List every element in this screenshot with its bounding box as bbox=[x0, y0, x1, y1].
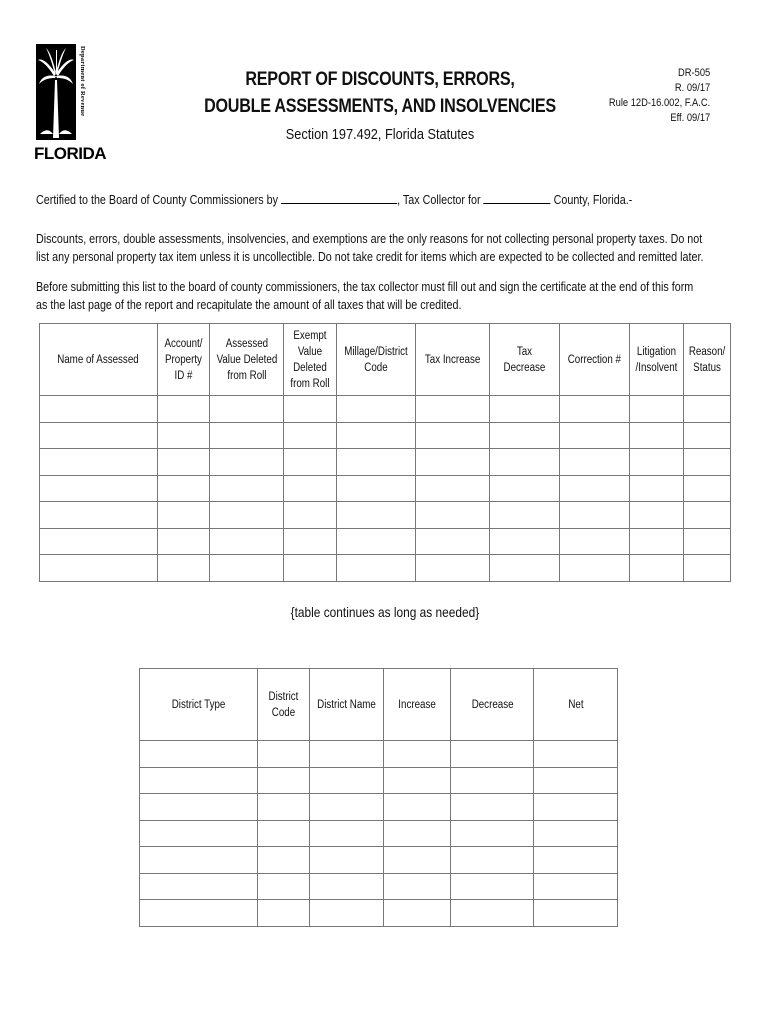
column-header-label: Millage/District Code bbox=[344, 345, 409, 374]
table-row bbox=[40, 475, 731, 502]
table-cell[interactable] bbox=[560, 528, 630, 555]
table-cell[interactable] bbox=[451, 767, 534, 794]
column-header-label: Name of Assessed bbox=[57, 353, 140, 366]
table-row bbox=[140, 767, 618, 794]
table-cell[interactable] bbox=[629, 475, 683, 502]
table-cell[interactable] bbox=[309, 794, 384, 821]
florida-dor-logo bbox=[34, 44, 107, 163]
county-name-field[interactable] bbox=[484, 193, 551, 204]
certified-text-2: , Tax Collector for bbox=[397, 193, 481, 207]
table-row bbox=[40, 555, 731, 582]
table-cell[interactable] bbox=[284, 555, 337, 582]
table-cell[interactable] bbox=[534, 741, 618, 768]
table-cell[interactable] bbox=[140, 767, 258, 794]
table-cell[interactable] bbox=[157, 449, 209, 476]
table-row bbox=[140, 873, 618, 900]
table-cell[interactable] bbox=[140, 794, 258, 821]
table-cell[interactable] bbox=[451, 820, 534, 847]
table-cell[interactable] bbox=[384, 741, 451, 768]
table-cell[interactable] bbox=[140, 900, 258, 927]
table-cell[interactable] bbox=[257, 847, 309, 874]
table-cell[interactable] bbox=[490, 528, 560, 555]
table-cell[interactable] bbox=[40, 449, 158, 476]
table-cell[interactable] bbox=[309, 847, 384, 874]
table-cell[interactable] bbox=[284, 528, 337, 555]
instructions-paragraph-1: Discounts, errors, double assessments, insolvencies, and exemptions are the only reasons for not collecting personal property taxes. Do not list any personal property tax item unless it is uncollectible. Do not take credit for items which are expected to be collected and remitted later. bbox=[36, 232, 704, 264]
table-cell[interactable] bbox=[534, 900, 618, 927]
table-cell[interactable] bbox=[209, 555, 284, 582]
table-cell[interactable] bbox=[451, 847, 534, 874]
table-cell[interactable] bbox=[416, 528, 490, 555]
table-cell[interactable] bbox=[384, 767, 451, 794]
table-cell[interactable] bbox=[337, 555, 416, 582]
table-cell[interactable] bbox=[157, 422, 209, 449]
table-cell[interactable] bbox=[157, 528, 209, 555]
column-header bbox=[337, 324, 416, 396]
column-header-label: Correction # bbox=[567, 353, 622, 366]
column-header bbox=[309, 669, 384, 741]
table-cell[interactable] bbox=[534, 847, 618, 874]
column-header bbox=[384, 669, 451, 741]
table-cell[interactable] bbox=[683, 449, 730, 476]
table-cell[interactable] bbox=[309, 741, 384, 768]
column-header bbox=[629, 324, 683, 396]
column-header bbox=[157, 324, 209, 396]
table-cell[interactable] bbox=[683, 528, 730, 555]
table-cell[interactable] bbox=[560, 475, 630, 502]
table-cell[interactable] bbox=[490, 396, 560, 423]
table-cell[interactable] bbox=[384, 900, 451, 927]
table-cell[interactable] bbox=[309, 767, 384, 794]
table-cell[interactable] bbox=[629, 422, 683, 449]
table-cell[interactable] bbox=[416, 475, 490, 502]
column-header-label: Assessed Value Deleted from Roll bbox=[216, 337, 277, 382]
table-cell[interactable] bbox=[40, 475, 158, 502]
table-cell[interactable] bbox=[157, 396, 209, 423]
table-cell[interactable] bbox=[490, 449, 560, 476]
column-header-label: District Code bbox=[268, 690, 299, 719]
table-cell[interactable] bbox=[257, 820, 309, 847]
form-title bbox=[160, 66, 600, 120]
column-header-label: Tax Increase bbox=[425, 353, 481, 366]
commissioners-name-field[interactable] bbox=[281, 193, 397, 204]
table-cell[interactable] bbox=[683, 422, 730, 449]
table-cell[interactable] bbox=[384, 794, 451, 821]
table-cell[interactable] bbox=[309, 873, 384, 900]
table-cell[interactable] bbox=[629, 396, 683, 423]
table-cell[interactable] bbox=[40, 396, 158, 423]
table-cell[interactable] bbox=[629, 555, 683, 582]
table-row bbox=[40, 502, 731, 529]
column-header-label: Account/ Property ID # bbox=[164, 337, 203, 382]
table-header-row bbox=[140, 669, 618, 741]
table-cell[interactable] bbox=[683, 555, 730, 582]
table-cell[interactable] bbox=[257, 794, 309, 821]
column-header bbox=[416, 324, 490, 396]
table-cell[interactable] bbox=[309, 900, 384, 927]
column-header bbox=[284, 324, 337, 396]
table-cell[interactable] bbox=[560, 502, 630, 529]
table-cell[interactable] bbox=[683, 502, 730, 529]
table-cell[interactable] bbox=[451, 900, 534, 927]
table-continues-note: {table continues as long as needed} bbox=[290, 604, 480, 620]
table-cell[interactable] bbox=[416, 502, 490, 529]
column-header bbox=[209, 324, 284, 396]
table-cell[interactable] bbox=[209, 528, 284, 555]
table-cell[interactable] bbox=[284, 449, 337, 476]
table-cell[interactable] bbox=[337, 449, 416, 476]
table-cell[interactable] bbox=[40, 422, 158, 449]
table-cell[interactable] bbox=[416, 396, 490, 423]
discounts-errors-table bbox=[39, 323, 731, 582]
table-cell[interactable] bbox=[560, 396, 630, 423]
table-cell[interactable] bbox=[157, 502, 209, 529]
certified-text-3: County, Florida.- bbox=[553, 193, 633, 207]
table-cell[interactable] bbox=[416, 555, 490, 582]
table-cell[interactable] bbox=[490, 502, 560, 529]
table-cell[interactable] bbox=[257, 873, 309, 900]
column-header bbox=[140, 669, 258, 741]
column-header bbox=[40, 324, 158, 396]
table-cell[interactable] bbox=[490, 422, 560, 449]
column-header-label: Tax Decrease bbox=[503, 345, 546, 374]
table-cell[interactable] bbox=[40, 555, 158, 582]
table-cell[interactable] bbox=[337, 422, 416, 449]
table-row bbox=[40, 528, 731, 555]
table-cell[interactable] bbox=[337, 396, 416, 423]
table-cell[interactable] bbox=[629, 528, 683, 555]
table-cell[interactable] bbox=[337, 502, 416, 529]
table-cell[interactable] bbox=[629, 502, 683, 529]
table-cell[interactable] bbox=[284, 502, 337, 529]
table-cell[interactable] bbox=[534, 767, 618, 794]
table-cell[interactable] bbox=[257, 741, 309, 768]
table-cell[interactable] bbox=[284, 396, 337, 423]
table-cell[interactable] bbox=[140, 820, 258, 847]
form-metadata bbox=[591, 66, 710, 126]
column-header bbox=[683, 324, 730, 396]
table-cell[interactable] bbox=[451, 873, 534, 900]
table-cell[interactable] bbox=[451, 794, 534, 821]
table-cell[interactable] bbox=[140, 847, 258, 874]
table-cell[interactable] bbox=[451, 741, 534, 768]
column-header-label: Litigation /Insolvent bbox=[635, 345, 678, 374]
table-cell[interactable] bbox=[416, 422, 490, 449]
table-cell[interactable] bbox=[384, 873, 451, 900]
title-line-2: DOUBLE ASSESSMENTS, AND INSOLVENCIES bbox=[204, 96, 556, 117]
column-header-label: Exempt Value Deleted from Roll bbox=[290, 329, 330, 390]
column-header-label: District Type bbox=[171, 698, 226, 711]
table-cell[interactable] bbox=[683, 475, 730, 502]
table-row bbox=[140, 820, 618, 847]
table-cell[interactable] bbox=[309, 820, 384, 847]
table-cell[interactable] bbox=[140, 741, 258, 768]
table-cell[interactable] bbox=[337, 475, 416, 502]
table-row bbox=[140, 794, 618, 821]
column-header bbox=[451, 669, 534, 741]
table-cell[interactable] bbox=[209, 475, 284, 502]
table-cell[interactable] bbox=[209, 449, 284, 476]
column-header-label: Reason/ Status bbox=[688, 345, 726, 374]
table-cell[interactable] bbox=[560, 422, 630, 449]
table-cell[interactable] bbox=[284, 422, 337, 449]
table-cell[interactable] bbox=[384, 847, 451, 874]
rule-reference: Rule 12D-16.002, F.A.C. bbox=[608, 97, 710, 109]
column-header-label: Decrease bbox=[471, 698, 514, 711]
department-label: Department of Revenue bbox=[79, 46, 86, 117]
certification-line bbox=[36, 192, 707, 210]
table-row bbox=[40, 396, 731, 423]
table-cell[interactable] bbox=[40, 502, 158, 529]
table-cell[interactable] bbox=[337, 528, 416, 555]
table-cell[interactable] bbox=[416, 449, 490, 476]
florida-wordmark: FLORIDA bbox=[34, 144, 107, 163]
table-cell[interactable] bbox=[490, 475, 560, 502]
table-row bbox=[40, 449, 731, 476]
table-cell[interactable] bbox=[209, 422, 284, 449]
table-cell[interactable] bbox=[534, 820, 618, 847]
table-cell[interactable] bbox=[534, 873, 618, 900]
statute-subtitle: Section 197.492, Florida Statutes bbox=[285, 126, 475, 143]
revision: R. 09/17 bbox=[674, 82, 710, 94]
column-header bbox=[490, 324, 560, 396]
table-cell[interactable] bbox=[284, 475, 337, 502]
table-row bbox=[140, 741, 618, 768]
table-cell[interactable] bbox=[257, 900, 309, 927]
district-summary-table bbox=[139, 668, 618, 927]
table-cell[interactable] bbox=[683, 396, 730, 423]
column-header bbox=[560, 324, 630, 396]
column-header-label: Net bbox=[567, 698, 584, 711]
palm-tree-icon bbox=[36, 44, 76, 140]
effective-date: Eff. 09/17 bbox=[670, 112, 710, 124]
table-cell[interactable] bbox=[560, 449, 630, 476]
table-cell[interactable] bbox=[534, 794, 618, 821]
title-line-1: REPORT OF DISCOUNTS, ERRORS, bbox=[245, 69, 515, 90]
table-cell[interactable] bbox=[40, 528, 158, 555]
table-cell[interactable] bbox=[140, 873, 258, 900]
table-cell[interactable] bbox=[157, 475, 209, 502]
table-cell[interactable] bbox=[209, 502, 284, 529]
table-cell[interactable] bbox=[157, 555, 209, 582]
table-cell[interactable] bbox=[209, 396, 284, 423]
table-row bbox=[140, 900, 618, 927]
table-cell[interactable] bbox=[490, 555, 560, 582]
table-row bbox=[40, 422, 731, 449]
form-number: DR-505 bbox=[677, 67, 710, 79]
column-header-label: District Name bbox=[317, 698, 376, 711]
column-header-label: Increase bbox=[398, 698, 437, 711]
table-row bbox=[140, 847, 618, 874]
table-cell[interactable] bbox=[384, 820, 451, 847]
column-header bbox=[534, 669, 618, 741]
table-cell[interactable] bbox=[257, 767, 309, 794]
table-header-row bbox=[40, 324, 731, 396]
column-header bbox=[257, 669, 309, 741]
table-cell[interactable] bbox=[629, 449, 683, 476]
certified-text-1: Certified to the Board of County Commissioners by bbox=[36, 193, 278, 207]
table-cell[interactable] bbox=[560, 555, 630, 582]
instructions-paragraph-2: Before submitting this list to the board of county commissioners, the tax collector must fill out and sign the certificate at the end of this form as the last page of the report and recapitulate the amount of all taxes that will be credited. bbox=[36, 280, 694, 312]
